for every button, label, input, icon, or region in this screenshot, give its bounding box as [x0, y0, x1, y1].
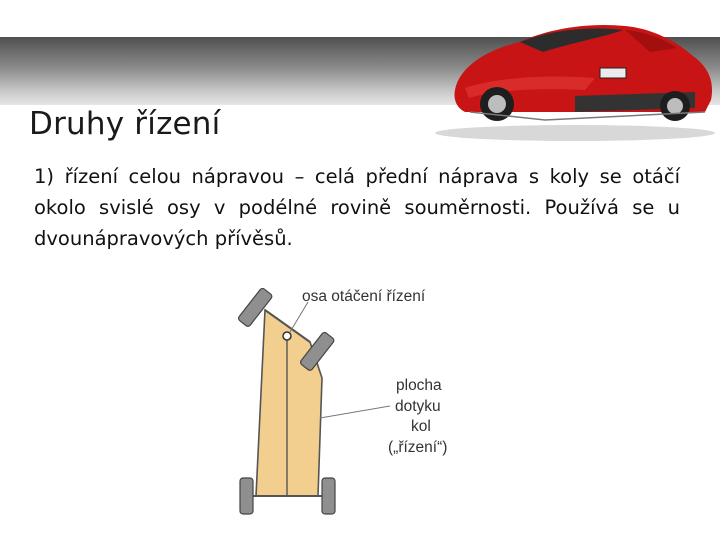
axis-label: osa otáčení řízení	[302, 288, 426, 305]
slide-body-text: 1) řízení celou nápravou – celá přední náprava s koly se otáčí okolo svislé osy v podélné rovině souměrnosti. Používá se u dvounápravových přívěsů.	[34, 165, 680, 250]
slide-title: Druhy řízení	[29, 106, 221, 142]
area-label-line-2: dotyku	[395, 398, 441, 415]
pivot-point	[283, 332, 291, 340]
area-label-line-3: kol	[411, 418, 431, 435]
area-label-line-4: („řízení“)	[388, 439, 448, 456]
red-sports-car-image	[425, 8, 720, 143]
rear-wheel-right	[322, 478, 335, 514]
rear-wheel-left	[240, 478, 253, 514]
area-label-line-1: plocha	[396, 377, 442, 394]
steering-diagram	[230, 280, 480, 525]
